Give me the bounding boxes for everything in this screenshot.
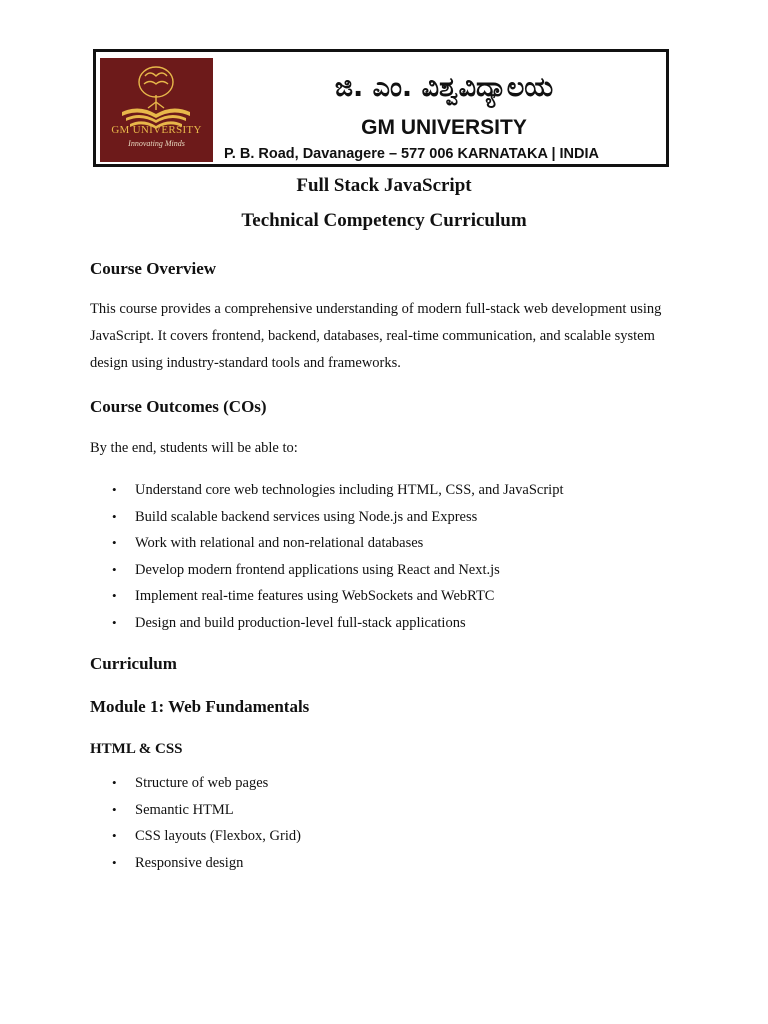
list-item [0,800,301,827]
list-item-text: Design and build production-level full-stack applications [135,614,466,631]
list-item [0,560,563,587]
university-name-kannada: ಜಿ. ಎಂ. ವಿಶ್ವವಿದ್ಯಾಲಯ [334,72,554,103]
course-overview-text: This course provides a comprehensive understanding of modern full-stack web development using JavaScript. It covers frontend, backend, databases, real-time communication, and scalable system design using industry-standard tools and frameworks. [90,301,662,371]
list-item [0,480,563,507]
university-address: P. B. Road, Davanagere – 577 006 KARNATAKA | INDIA [224,146,599,162]
bullet-icon: • [112,561,117,577]
list-item [0,586,563,613]
list-item-text: Semantic HTML [135,801,234,818]
list-item [0,613,563,640]
html-css-heading: HTML & CSS [90,741,183,757]
bullet-icon: • [112,614,117,630]
logo-tagline: Innovating Minds [128,139,185,148]
list-item-text: Understand core web technologies including HTML, CSS, and JavaScript [135,482,564,498]
university-header-banner [93,49,669,167]
bullet-icon: • [112,828,117,843]
list-item [0,826,301,853]
tree-book-emblem-icon [114,62,199,130]
bullet-icon: • [112,801,117,817]
list-item [0,853,301,880]
list-item-text: Develop modern frontend applications using React and Next.js [135,561,500,578]
list-item [0,507,563,534]
bullet-icon: • [112,508,117,524]
course-outcomes-heading: Course Outcomes (COs) [90,397,267,416]
university-logo [100,58,213,162]
list-item-text: Structure of web pages [135,775,269,791]
list-item-text: Work with relational and non-relational databases [135,535,424,551]
list-item [0,773,301,800]
curriculum-heading: Curriculum [90,654,177,673]
document-title: Full Stack JavaScript [296,175,472,196]
bullet-icon: • [112,535,117,550]
bullet-icon: • [112,588,117,603]
bullet-icon: • [112,482,117,497]
bullet-icon: • [112,854,117,870]
list-item [0,533,563,560]
list-item-text: CSS layouts (Flexbox, Grid) [135,828,301,844]
module-1-heading: Module 1: Web Fundamentals [90,697,310,716]
list-item-text: Implement real-time features using WebSockets and WebRTC [135,588,495,604]
course-overview-heading: Course Overview [90,259,217,278]
document-subtitle: Technical Competency Curriculum [241,210,527,231]
logo-university-name: GM UNIVERSITY [111,124,202,136]
course-outcomes-list [0,480,563,639]
html-css-topics-list [0,773,301,879]
university-name: GM UNIVERSITY [361,116,527,139]
list-item-text: Build scalable backend services using Node.js and Express [135,508,478,525]
list-item-text: Responsive design [135,854,244,871]
bullet-icon: • [112,775,117,790]
course-outcomes-intro: By the end, students will be able to: [90,440,298,456]
